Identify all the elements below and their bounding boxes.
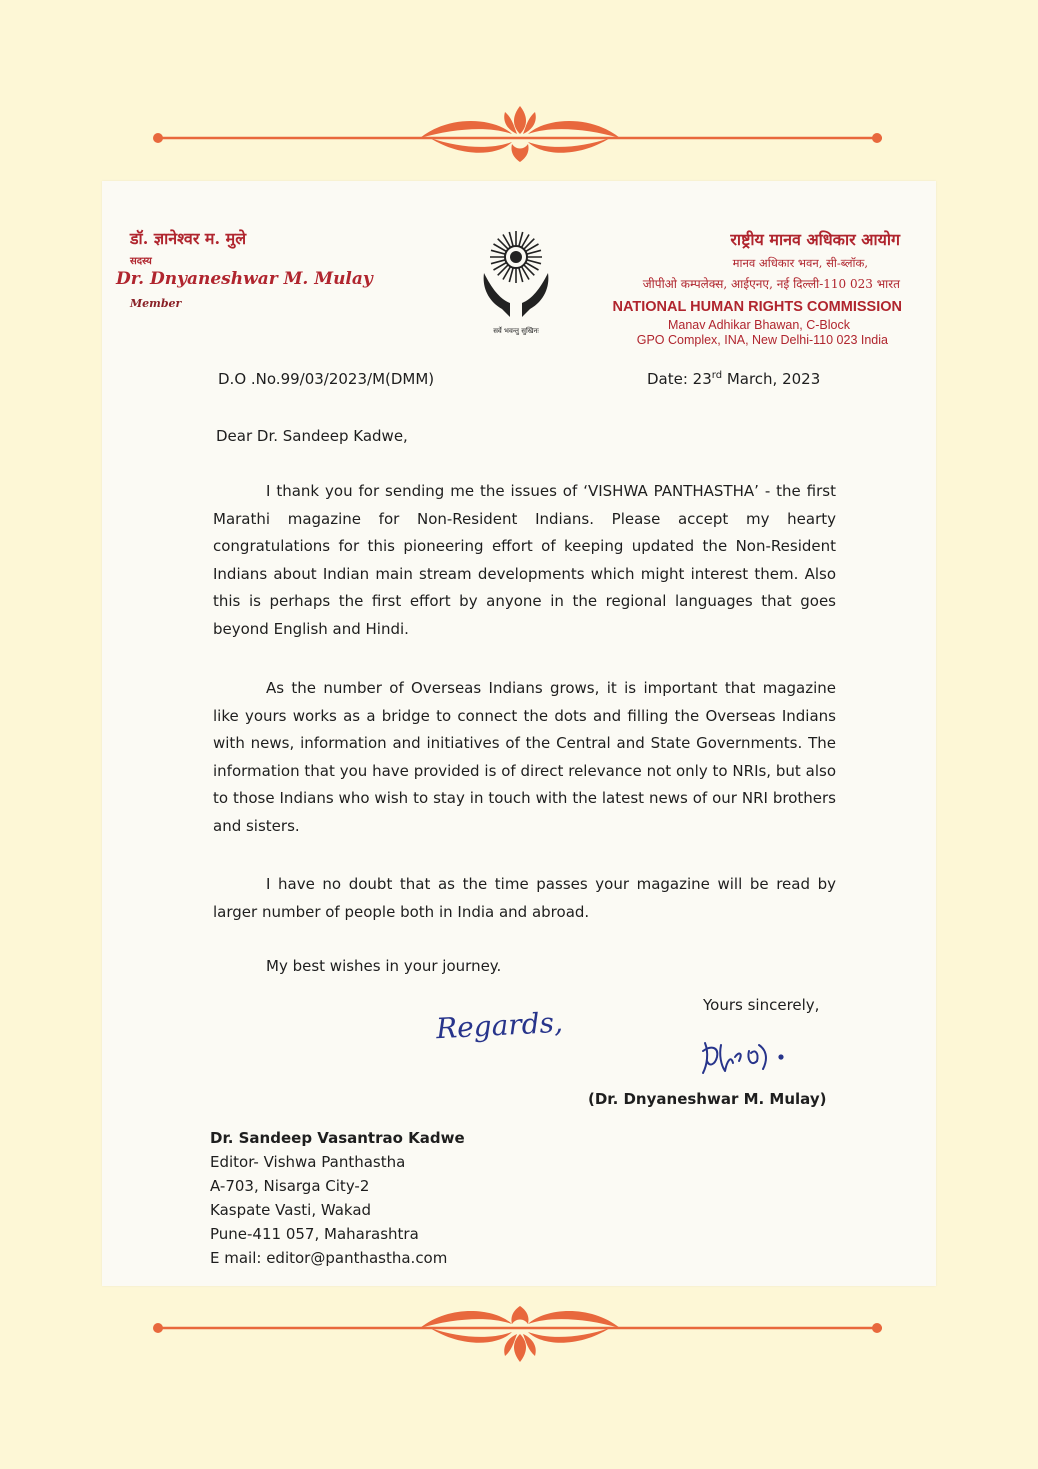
letter-sheet	[102, 181, 936, 1286]
body-paragraph-2	[213, 675, 836, 841]
recipient-name: Dr. Sandeep Vasantrao Kadwe	[210, 1129, 465, 1147]
closing-line: Yours sincerely,	[703, 996, 820, 1014]
recipient-email: E mail: editor@panthastha.com	[210, 1249, 448, 1267]
handwritten-regards: Regards,	[435, 1005, 564, 1046]
sender-role-hindi: सदस्य	[130, 256, 152, 267]
nhrc-emblem-icon	[476, 227, 556, 339]
signature-icon	[697, 1031, 807, 1081]
emblem-caption: सर्वे भवन्तु सुखिनः	[493, 327, 539, 335]
reference-number: D.O .No.99/03/2023/M(DMM)	[218, 370, 435, 388]
recipient-line-4: Pune-411 057, Maharashtra	[210, 1225, 419, 1243]
paragraph-text: As the number of Overseas Indians grows, it is important that magazine like yours works as a bridge to connect the dots and filling the Overseas Indians with news, information and initiatives of the Central and State Governments. The information that you have provided is of direct relevance not only to NRIs, but also to those Indians who wish to stay in touch with the latest news of our NRI brothers and sisters.	[213, 679, 836, 835]
date-suffix: March, 2023	[722, 370, 821, 388]
recipient-line-1: Editor- Vishwa Panthastha	[210, 1153, 406, 1171]
org-name-hindi: राष्ट्रीय मानव अधिकार आयोग	[730, 230, 900, 249]
signer-name: (Dr. Dnyaneshwar M. Mulay)	[588, 1090, 827, 1108]
sender-name-english: Dr. Dnyaneshwar M. Mulay	[116, 269, 373, 289]
sender-role-english: Member	[130, 297, 182, 310]
body-paragraph-1	[213, 478, 836, 644]
paragraph-text: I have no doubt that as the time passes your magazine will be read by larger number of people both in India and abroad.	[213, 875, 836, 921]
date-ordinal: rd	[711, 370, 723, 381]
sender-name-hindi: डॉ. ज्ञानेश्वर म. मुले	[130, 229, 247, 248]
body-paragraph-4	[213, 953, 836, 981]
paragraph-text: My best wishes in your journey.	[266, 957, 502, 975]
body-paragraph-3	[213, 871, 836, 926]
date-prefix: Date: 23	[647, 370, 712, 388]
bottom-ornament-divider	[150, 1300, 890, 1370]
paragraph-text: I thank you for sending me the issues of ‘VISHWA PANTHASTHA’ - the first Marathi magazine for Non-Resident Indians. Please accept my hearty congratulations for this pioneering effort of keeping updated the Non-Resident Indians about Indian main stream developments which might interest them. Also this is perhaps the first effort by anyone in the regional languages that goes beyond English and Hindi.	[213, 482, 836, 638]
org-address-english-1: Manav Adhikar Bhawan, C-Block	[667, 318, 850, 332]
org-address-hindi-2: जीपीओ कम्पलेक्स, आईएनए, नई दिल्ली-110 023 भारत	[642, 277, 900, 291]
org-name-english: NATIONAL HUMAN RIGHTS COMMISSION	[612, 299, 902, 315]
letter-date	[647, 370, 820, 388]
top-ornament-divider	[150, 100, 890, 170]
salutation: Dear Dr. Sandeep Kadwe,	[216, 427, 408, 445]
org-address-english-2: GPO Complex, INA, New Delhi-110 023 India	[636, 333, 888, 347]
recipient-line-3: Kaspate Vasti, Wakad	[210, 1201, 372, 1219]
org-address-hindi-1: मानव अधिकार भवन, सी-ब्लॉक,	[732, 256, 868, 270]
recipient-line-2: A-703, Nisarga City-2	[210, 1177, 370, 1195]
